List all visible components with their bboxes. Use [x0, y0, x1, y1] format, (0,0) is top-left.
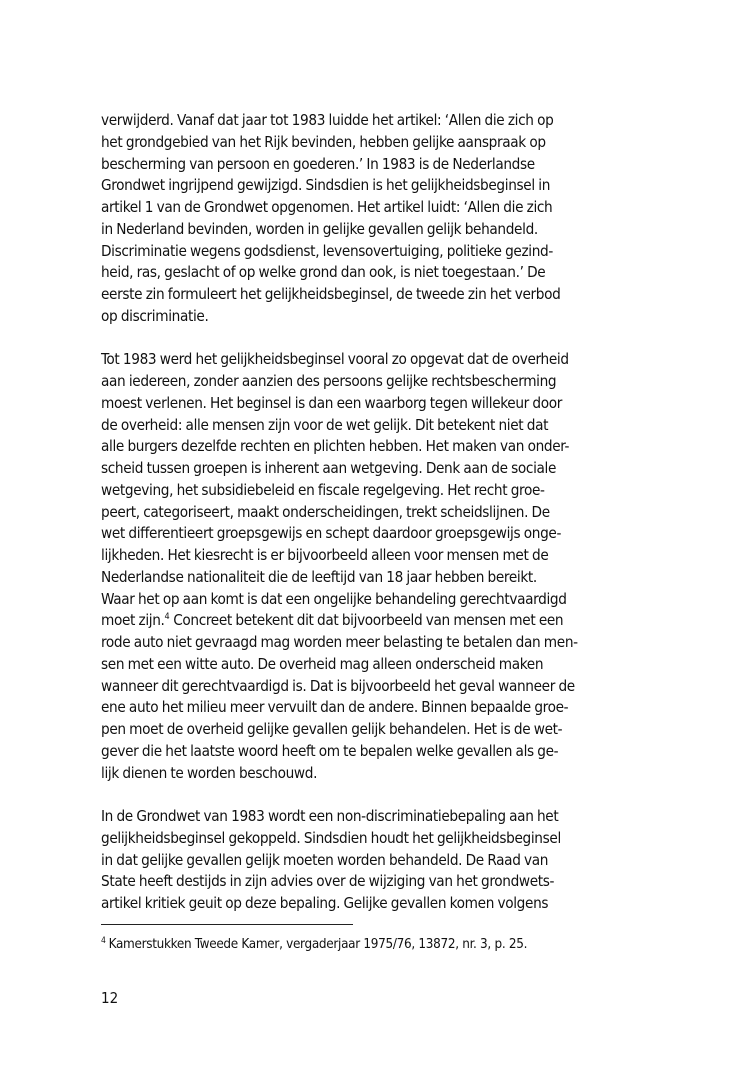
footnote-reference[interactable]: 4 — [164, 612, 170, 623]
text-line: Waar het op aan komt is dat een ongelijke behandeling gerechtvaardigd — [101, 589, 567, 608]
text-line: peert, categoriseert, maakt onderscheidingen, trekt scheidslijnen. De — [101, 502, 550, 521]
page-number: 12 — [101, 989, 119, 1007]
text-line: wanneer dit gerechtvaardigd is. Dat is bijvoorbeeld het geval wanneer de — [101, 676, 575, 695]
text-segment: Concreet betekent dit dat bijvoorbeeld van mensen met een — [169, 611, 564, 630]
text-line: scheid tussen groepen is inherent aan wetgeving. Denk aan de sociale — [101, 459, 557, 477]
text-line: sen met een witte auto. De overheid mag alleen onderscheid maken — [101, 654, 544, 673]
text-line: in dat gelijke gevallen gelijk moeten worden behandeld. De Raad van — [101, 850, 549, 869]
text-line-with-footnote — [101, 610, 641, 632]
footnote-text: Kamerstukken Tweede Kamer, vergaderjaar 1975/76, 13872, nr. 3, p. 25. — [108, 937, 528, 952]
text-line: de overheid: alle mensen zijn voor de wet gelijk. Dit betekent niet dat — [101, 415, 549, 434]
text-segment: moet zijn. — [101, 611, 165, 630]
text-line: eerste zin formuleert het gelijkheidsbeginsel, de tweede zin het verbod — [101, 285, 561, 303]
text-line: pen moet de overheid gelijke gevallen gelijk behandelen. Het is de wet- — [101, 720, 563, 738]
text-line: In de Grondwet van 1983 wordt een non-discriminatiebepaling aan het — [101, 807, 559, 825]
text-line: artikel kritiek geuit op deze bepaling. Gelijke gevallen komen volgens — [101, 894, 549, 912]
text-line: rode auto niet gevraagd mag worden meer belasting te betalen dan men- — [101, 633, 578, 651]
text-line: moest verlenen. Het beginsel is dan een waarborg tegen willekeur door — [101, 393, 563, 412]
text-line: artikel 1 van de Grondwet opgenomen. Het artikel luidt: ‘Allen die zich — [101, 198, 553, 216]
text-line: aan iedereen, zonder aanzien des persoons gelijke rechtsbescherming — [101, 372, 557, 390]
footnote-divider — [101, 924, 353, 925]
text-line: het grondgebied van het Rijk bevinden, hebben gelijke aanspraak op — [101, 132, 546, 151]
paragraph-3 — [101, 806, 641, 915]
paragraph-spacer — [101, 784, 641, 806]
text-line: wet differentieert groepsgewijs en schept daardoor groepsgewijs onge- — [101, 524, 562, 543]
text-line: ene auto het milieu meer vervuilt dan de andere. Binnen bepaalde groe- — [101, 698, 569, 717]
text-line: alle burgers dezelfde rechten en plichten hebben. Het maken van onder- — [101, 437, 570, 456]
text-line: lijkheden. Het kiesrecht is er bijvoorbeeld alleen voor mensen met de — [101, 546, 549, 564]
paragraph-spacer — [101, 328, 641, 350]
text-line: bescherming van persoon en goederen.’ In 1983 is de Nederlandse — [101, 154, 535, 173]
text-line: verwijderd. Vanaf dat jaar tot 1983 luidde het artikel: ‘Allen die zich op — [101, 111, 554, 129]
text-line: Nederlandse nationaliteit die de leeftijd van 18 jaar hebben bereikt. — [101, 567, 537, 586]
text-line: gever die het laatste woord heeft om te bepalen welke gevallen als ge- — [101, 741, 559, 760]
text-line: heid, ras, geslacht of op welke grond dan ook, is niet toegestaan.’ De — [101, 263, 546, 282]
text-line: Tot 1983 werd het gelijkheidsbeginsel vooral zo opgevat dat de overheid — [101, 350, 569, 369]
text-line: gelijkheidsbeginsel gekoppeld. Sindsdien houdt het gelijkheidsbeginsel — [101, 828, 561, 847]
text-line: Grondwet ingrijpend gewijzigd. Sindsdien is het gelijkheidsbeginsel in — [101, 176, 551, 195]
paragraph-2 — [101, 349, 641, 784]
text-line: in Nederland bevinden, worden in gelijke gevallen gelijk behandeld. — [101, 219, 538, 238]
paragraph-1 — [101, 110, 641, 328]
body-text — [101, 110, 641, 915]
text-line: wetgeving, het subsidiebeleid en fiscale regelgeving. Het recht groe- — [101, 480, 545, 499]
footnote-number: 4 — [101, 935, 106, 946]
text-line: op discriminatie. — [101, 306, 209, 325]
footnote — [101, 936, 527, 954]
text-line: State heeft destijds in zijn advies over de wijziging van het grondwets- — [101, 872, 555, 891]
text-line: lijk dienen te worden beschouwd. — [101, 763, 318, 782]
text-line: Discriminatie wegens godsdienst, levensovertuiging, politieke gezind- — [101, 241, 553, 260]
